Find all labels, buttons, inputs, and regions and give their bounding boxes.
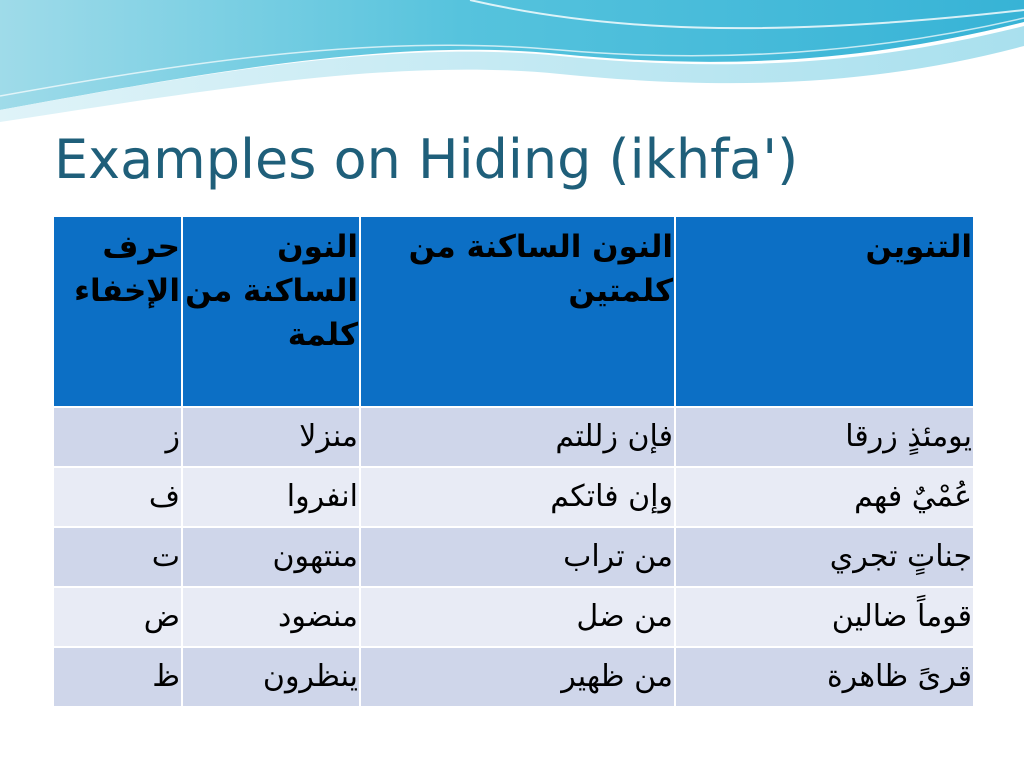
header-wave-decoration	[0, 0, 1024, 130]
cell-noon-one-word: ينظرون	[182, 647, 360, 707]
ikhfa-examples-table	[52, 215, 975, 708]
slide-title: Examples on Hiding (ikhfa')	[54, 128, 799, 191]
cell-tanween: قرىً ظاهرة	[675, 647, 974, 707]
cell-noon-two-words: من تراب	[360, 527, 675, 587]
table-header-row	[53, 216, 974, 407]
cell-letter: ز	[53, 407, 182, 467]
cell-noon-one-word: منزلا	[182, 407, 360, 467]
cell-letter: ف	[53, 467, 182, 527]
cell-tanween: جناتٍ تجري	[675, 527, 974, 587]
cell-noon-two-words: وإن فاتكم	[360, 467, 675, 527]
cell-letter: ظ	[53, 647, 182, 707]
cell-noon-one-word: انفروا	[182, 467, 360, 527]
cell-tanween: قوماً ضالين	[675, 587, 974, 647]
cell-noon-two-words: فإن زللتم	[360, 407, 675, 467]
cell-noon-one-word: منتهون	[182, 527, 360, 587]
cell-tanween: يومئذٍ زرقا	[675, 407, 974, 467]
header-noon-one-word: النون الساكنة من كلمة	[182, 216, 360, 407]
table-row	[53, 527, 974, 587]
table-row	[53, 407, 974, 467]
header-tanween: التنوين	[675, 216, 974, 407]
header-letter-of-hiding: حرف الإخفاء	[53, 216, 182, 407]
cell-noon-two-words: من ظهير	[360, 647, 675, 707]
cell-noon-one-word: منضود	[182, 587, 360, 647]
header-noon-two-words: النون الساكنة من كلمتين	[360, 216, 675, 407]
cell-noon-two-words: من ضل	[360, 587, 675, 647]
cell-tanween: عُمْيٌ فهم	[675, 467, 974, 527]
cell-letter: ت	[53, 527, 182, 587]
table-row	[53, 587, 974, 647]
table-row	[53, 647, 974, 707]
cell-letter: ض	[53, 587, 182, 647]
table-row	[53, 467, 974, 527]
